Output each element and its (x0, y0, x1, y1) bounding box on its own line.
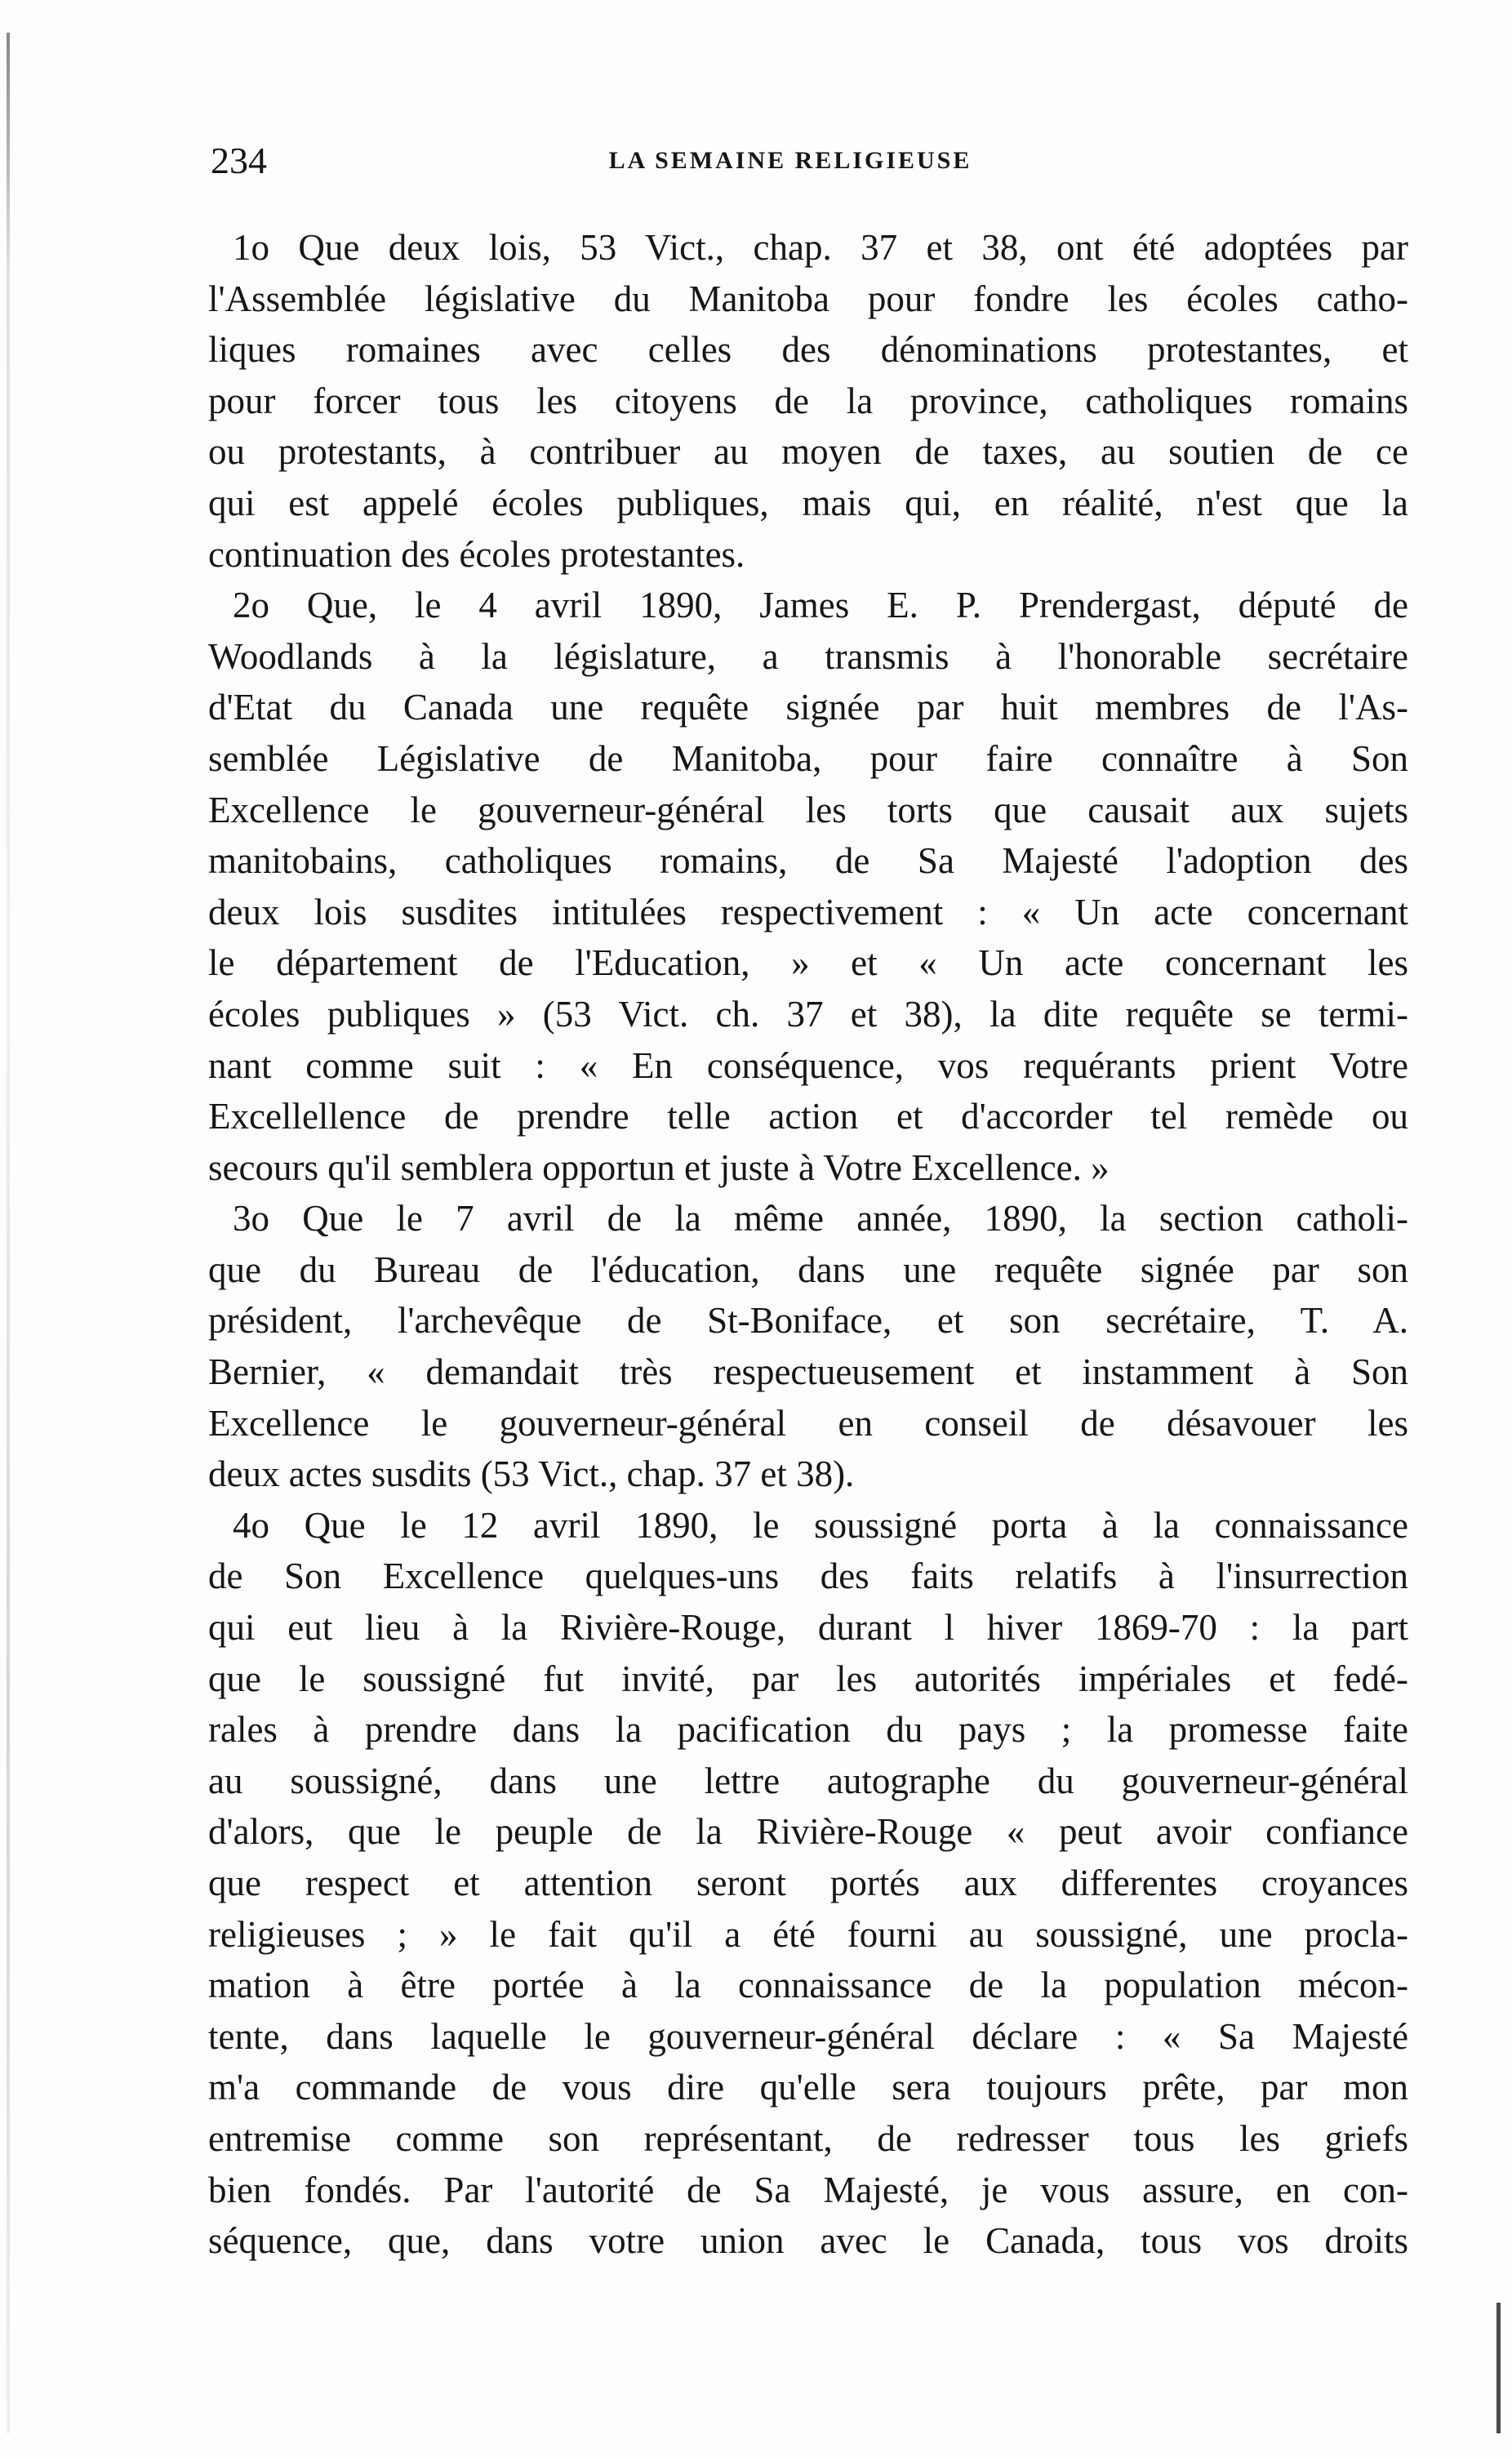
text-line: Bernier, « demandait très respectueusement et instamment à Son (208, 1351, 1408, 1393)
text-line: pour forcer tous les citoyens de la province, catholiques romains (208, 380, 1408, 421)
text-line: le département de l'Education, » et « Un acte concernant les (208, 942, 1408, 984)
text-line: que du Bureau de l'éducation, dans une requête signée par son (208, 1249, 1408, 1290)
text-line: ou protestants, à contribuer au moyen de taxes, au soutien de ce (208, 431, 1408, 473)
text-line: qui eut lieu à la Rivière-Rouge, durant l hiver 1869-70 : la part (208, 1607, 1408, 1649)
text-line: entremise comme son représentant, de redresser tous les griefs (208, 2117, 1408, 2159)
text-line: rales à prendre dans la pacification du pays ; la promesse faite (208, 1709, 1408, 1751)
text-line: que le soussigné fut invité, par les autorités impériales et fedé- (208, 1658, 1408, 1699)
running-title: LA SEMAINE RELIGIEUSE (608, 147, 972, 174)
text-line: 2o Que, le 4 avril 1890, James E. P. Prendergast, député de (233, 585, 1408, 626)
text-line: 3o Que le 7 avril de la même année, 1890, la section catholi- (233, 1198, 1408, 1240)
text-line: secours qu'il semblera opportun et juste à Votre Excellence. » (208, 1146, 1110, 1188)
text-line: manitobains, catholiques romains, de Sa Majesté l'adoption des (208, 840, 1408, 882)
text-line: Woodlands à la législature, a transmis à l'honorable secrétaire (208, 635, 1408, 677)
text-line: deux actes susdits (53 Vict., chap. 37 et 38). (208, 1453, 855, 1495)
text-line: nant comme suit : « En conséquence, vos requérants prient Votre (208, 1044, 1408, 1086)
text-line: religieuses ; » le fait qu'il a été fourni au soussigné, une procla- (208, 1913, 1408, 1955)
text-line: écoles publiques » (53 Vict. ch. 37 et 38), la dite requête se termi- (208, 993, 1408, 1035)
text-line: qui est appelé écoles publiques, mais qui, en réalité, n'est que la (208, 482, 1408, 523)
text-line: m'a commande de vous dire qu'elle sera toujours prête, par mon (208, 2067, 1408, 2108)
text-line: d'Etat du Canada une requête signée par huit membres de l'As- (208, 687, 1408, 728)
text-line: tente, dans laquelle le gouverneur-général déclare : « Sa Majesté (208, 2015, 1408, 2057)
text-line: 1o Que deux lois, 53 Vict., chap. 37 et 38, ont été adoptées par (233, 227, 1408, 268)
scan-edge-mark (1496, 2303, 1501, 2433)
text-line: mation à être portée à la connaissance de la population mécon- (208, 1965, 1408, 2006)
text-line: président, l'archevêque de St-Boniface, et son secrétaire, T. A. (208, 1300, 1408, 1342)
text-line: Excellellence de prendre telle action et d'accorder tel remède ou (208, 1096, 1408, 1137)
text-line: liques romaines avec celles des dénominations protestantes, et (208, 329, 1408, 371)
text-line: au soussigné, dans une lettre autographe du gouverneur-général (208, 1760, 1408, 1801)
text-line: 4o Que le 12 avril 1890, le soussigné porta à la connaissance (233, 1504, 1408, 1546)
text-line: bien fondés. Par l'autorité de Sa Majesté, je vous assure, en con- (208, 2169, 1408, 2210)
body-text (208, 222, 1408, 2267)
text-line: l'Assemblée législative du Manitoba pour fondre les écoles catho- (208, 278, 1408, 319)
text-line: semblée Législative de Manitoba, pour faire connaître à Son (208, 737, 1408, 779)
page-number: 234 (211, 140, 267, 181)
text-line: deux lois susdites intitulées respectivement : « Un acte concernant (208, 891, 1408, 933)
text-line: séquence, que, dans votre union avec le Canada, tous vos droits (208, 2220, 1408, 2262)
text-line: continuation des écoles protestantes. (208, 533, 745, 575)
text-line: Excellence le gouverneur-général les torts que causait aux sujets (208, 789, 1408, 830)
text-line: de Son Excellence quelques-uns des faits relatifs à l'insurrection (208, 1556, 1408, 1597)
text-line: Excellence le gouverneur-général en conseil de désavouer les (208, 1402, 1408, 1444)
text-line: que respect et attention seront portés aux differentes croyances (208, 1863, 1408, 1903)
text-line: d'alors, que le peuple de la Rivière-Rouge « peut avoir confiance (208, 1811, 1408, 1853)
page-header (211, 139, 1370, 188)
scan-edge-shadow (7, 33, 10, 2433)
